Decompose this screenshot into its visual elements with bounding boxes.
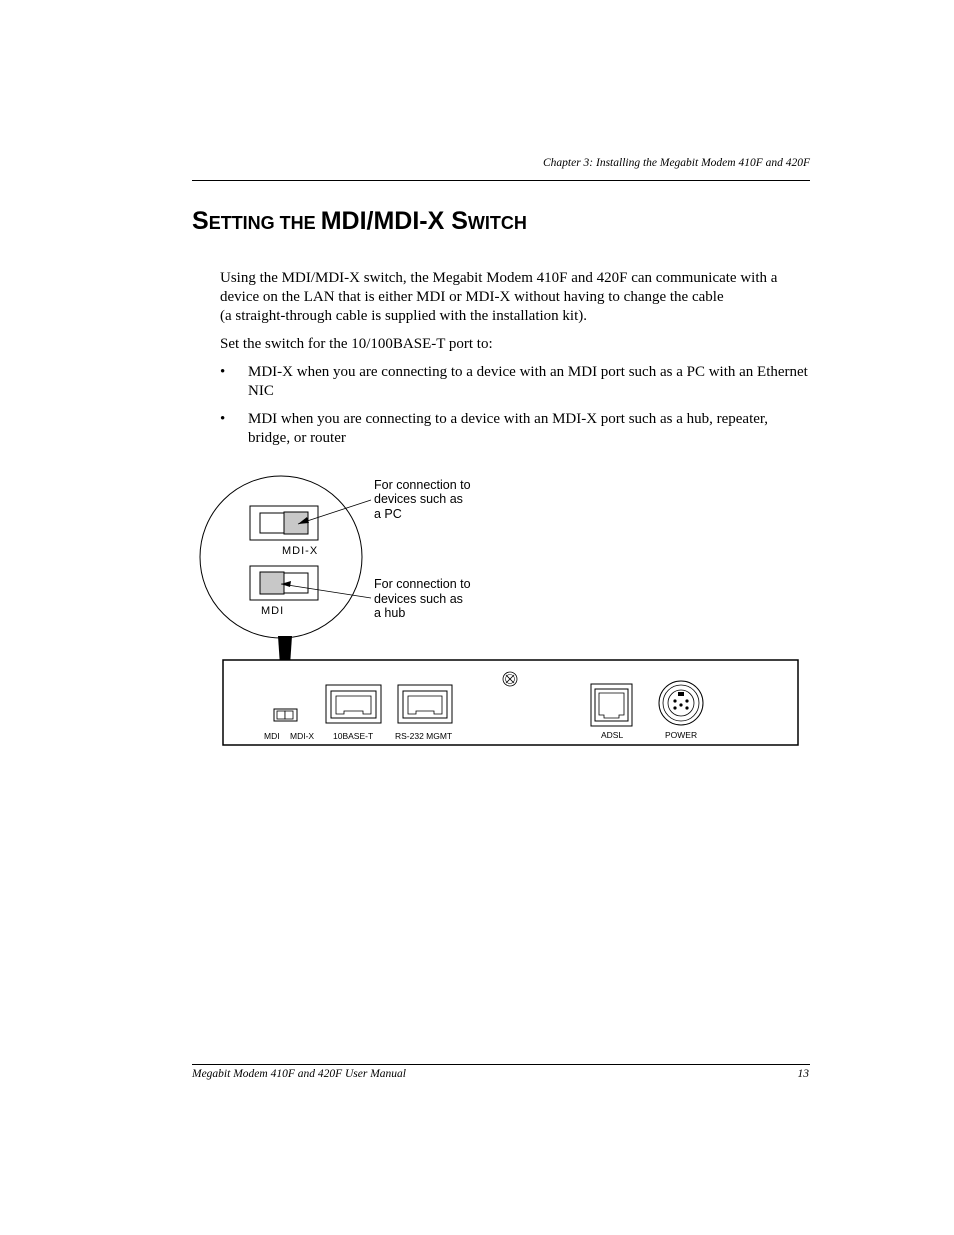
callout-pc: For connection to devices such as a PC [374,478,471,521]
bullet-text: MDI-X when you are connecting to a device with an MDI port such as a PC with an Ethernet NIC [248,364,808,399]
port-10base-t [326,685,381,723]
switch-label-mdix: MDI-X [282,545,319,557]
footer-rule [192,1064,810,1065]
port-adsl [591,684,632,726]
footer-manual-title: Megabit Modem 410F and 420F User Manual [192,1068,406,1080]
panel-label-10base-t: 10BASE-T [333,731,374,741]
callout-hub: For connection to devices such as a hub [374,577,471,620]
page-number: 13 [797,1068,809,1080]
power-connector-icon [659,681,703,725]
instruction-paragraph: Set the switch for the 10/100BASE-T port to: [220,336,493,352]
bullet-text: MDI when you are connecting to a device with an MDI-X port such as a hub, repeater, bridge, or router [248,411,769,446]
panel-label-adsl: ADSL [601,730,624,740]
switch-label-mdi: MDI [261,605,285,617]
panel-label-rs232: RS-232 MGMT [395,731,453,741]
rear-panel-figure [195,470,805,755]
running-header: Chapter 3: Installing the Megabit Modem 410F and 420F [542,157,810,169]
bullet-marker: • [220,364,226,380]
title-word-mdi: MDI/MDI-X [320,207,452,235]
intro-line: Using the MDI/MDI-X switch, the Megabit Modem 410F and 420F can communicate with a [220,270,778,286]
intro-line: device on the LAN that is either MDI or MDI-X without having to change the cable [220,289,724,305]
title-word-setting: SETTING THE [192,207,321,235]
screw-icon [503,672,517,686]
title-word-switch: SWITCH [451,207,527,235]
header-rule [192,180,810,181]
bullet-list [220,363,812,457]
port-rs232 [398,685,452,723]
intro-paragraph [220,269,812,326]
panel-label-mdi: MDI [264,731,280,741]
intro-line: (a straight-through cable is supplied with the installation kit). [220,308,588,324]
panel-switch-left [277,711,285,719]
bullet-mdi [220,410,812,448]
panel-label-power: POWER [665,730,698,740]
section-title [192,207,527,236]
switch-mdi-knob [260,572,284,594]
panel-switch-right [285,711,293,719]
bullet-marker: • [220,411,226,427]
bullet-mdix [220,363,812,401]
panel-label-mdix: MDI-X [290,731,315,741]
